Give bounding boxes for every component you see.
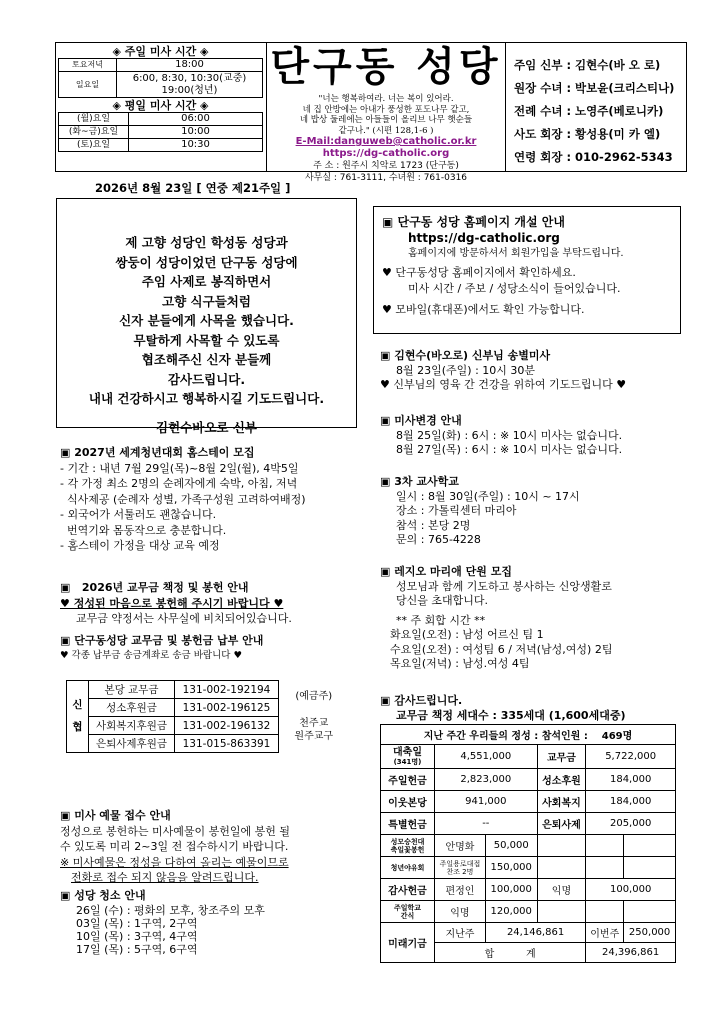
wyd-line: 식사제공 (순례자 성별, 가족구성원 고려하여배정)	[60, 492, 306, 506]
offering-value: --	[435, 813, 538, 835]
homepage-item: ♥ 단구동성당 홈페이지에서 확인하세요.	[382, 266, 576, 279]
homepage-line: 홈페이지에 방문하셔서 회원가입을 부탁드립니다.	[408, 248, 624, 259]
weekday-mass-title: ◈ 평일 미사 시간 ◈	[112, 99, 209, 112]
staff-item: 전례 수녀 : 노영주(베로니카)	[514, 104, 664, 118]
dues-line: 교무금 약정서는 사무실에 비치되어있습니다.	[76, 612, 292, 625]
wyd-title: ▣ 2027년 세계청년대회 홈스테이 모집	[60, 446, 255, 459]
mass-time: 18:00	[117, 59, 263, 72]
mass-change-line: 8월 25일(화) : 6시 : ※ 10시 미사는 없습니다.	[396, 428, 623, 442]
mass-day: (화~금)요일	[59, 126, 129, 139]
future-this-label: 이번주	[586, 923, 624, 943]
offering-value: 100,000	[586, 879, 676, 901]
offering-label: 특별헌금	[381, 813, 435, 835]
farewell-message-box	[56, 198, 357, 435]
offering-value: 100,000	[485, 879, 537, 901]
depositor-note: (예금주)	[295, 691, 333, 702]
staff-item: 사도 회장 : 황성용(미 카 엘)	[514, 127, 661, 141]
cleaning-section	[60, 888, 360, 956]
offering-line: 정성으로 봉헌하는 미사예물이 봉헌일에 봉헌 될	[60, 824, 291, 838]
offering-label: 성소후원	[537, 769, 586, 791]
parish-address: 주 소 : 원주시 치악로 1723 (단구동)	[313, 161, 459, 171]
account-name: 본당 교무금	[89, 681, 175, 699]
teacher-school-line: 참석 : 본당 2명	[396, 518, 471, 532]
message-line: 무탈하게 사목할 수 있도록	[133, 332, 280, 348]
legion-line: 성모님과 함께 기도하고 봉사하는 신앙생활로	[396, 579, 612, 593]
offering-section	[60, 808, 365, 886]
parish-phones: 사무실 : 761-3111, 수녀원 : 761-0316	[304, 173, 468, 183]
legion-meeting: 수요일(오전) : 여성팀 6 / 저녁(남성,여성) 2팀	[390, 642, 613, 656]
account-number: 131-002-196125	[175, 699, 279, 717]
message-line: 제 고향 성당인 학성동 성당과	[125, 235, 288, 250]
wyd-line: - 각 가정 최소 2명의 순례자에게 숙박, 아침, 저녁	[60, 477, 298, 490]
offering-name: 주일용로대접 찬조 2명	[435, 857, 486, 879]
offering-label: 주일학교 간식	[381, 901, 435, 923]
teacher-school-line: 문의 : 765-4228	[396, 533, 481, 546]
dues-line: ♥ 정성된 마음으로 봉헌해 주시기 바랍니다 ♥	[60, 596, 284, 610]
sunday-mass-table	[58, 58, 263, 98]
message-line: 쌍둥이 성당이었던 단구동 성당에	[115, 254, 298, 270]
cleaning-line: 26일 (수) : 평화의 모후, 창조주의 모후	[76, 903, 265, 917]
cleaning-line: 10일 (목) : 3구역, 4구역	[76, 929, 198, 943]
offering-label-text: 대축일	[393, 746, 422, 758]
message-line: 협조해주신 신자 분들께	[141, 352, 272, 367]
attendance-row	[381, 725, 676, 745]
mass-time: 10:30	[129, 139, 263, 152]
offering-value: 4,551,000	[435, 745, 538, 769]
offering-value: 941,000	[435, 791, 538, 813]
mass-change-line: 8월 27일(목) : 6시 : ※ 10시 미사는 없습니다.	[396, 443, 623, 456]
offering-label: 감사헌금	[381, 879, 435, 901]
legion-line: 당신을 초대합니다.	[396, 594, 489, 607]
offering-note: ※ 미사예물은 정성을 다하여 올리는 예물이므로	[60, 855, 289, 869]
message-signature: 김현수바오로 신부	[156, 419, 257, 435]
date-line: 2026년 8월 23일 [ 연중 제21주일 ]	[95, 181, 291, 195]
offering-value: 5,722,000	[586, 745, 676, 769]
future-prev-label: 지난주	[435, 923, 486, 943]
offering-value: 150,000	[485, 857, 537, 879]
homepage-item: ♥ 모바일(휴대폰)에서도 확인 가능합니다.	[382, 303, 585, 316]
mass-times-panel	[55, 42, 267, 172]
offering-table	[380, 724, 676, 963]
depositor-cell	[279, 681, 349, 753]
message-line: 내내 건강하시고 행복하시길 기도드립니다.	[88, 391, 325, 406]
offering-name: 안명화	[435, 835, 486, 857]
dues-section	[60, 580, 360, 664]
offering-label-sub: (341명)	[393, 757, 422, 766]
parish-name: 단구동 성당	[270, 43, 502, 90]
parish-email[interactable]: E-Mail:danguweb@catholic.or.kr	[295, 136, 477, 147]
account-number: 131-015-863391	[175, 735, 279, 753]
legion-meeting: 화요일(오전) : 남성 어르신 팀 1	[390, 628, 544, 641]
farewell-mass-section	[380, 349, 690, 393]
wyd-line: - 기간 : 내년 7월 29일(목)~8월 2일(월), 4박5일	[60, 461, 299, 475]
teacher-school-title: ▣ 3차 교사학교	[380, 475, 459, 488]
accounts-title: ▣ 단구동성당 교무금 및 봉헌금 납부 안내	[60, 633, 264, 647]
homepage-url[interactable]: https://dg-catholic.org	[408, 231, 560, 245]
account-group: 신 협	[67, 681, 89, 753]
teacher-school-section	[380, 475, 690, 548]
future-total-value: 24,396,861	[586, 943, 676, 963]
future-total-label: 합 계	[435, 943, 586, 963]
attendance-value: 469명	[601, 731, 633, 742]
offering-value: 184,000	[586, 769, 676, 791]
account-name: 은퇴사제후원금	[89, 735, 175, 753]
offering-value: 184,000	[586, 791, 676, 813]
farewell-mass-line: ♥ 신부님의 영육 간 건강을 위하여 기도드립니다 ♥	[380, 378, 627, 391]
legion-meeting: 목요일(저녁) : 남성.여성 4팀	[390, 657, 530, 670]
offering-label: 청년야유회	[381, 857, 435, 879]
farewell-mass-line: 8월 23일(주일) : 10시 30분	[396, 363, 536, 377]
offering-label: 사회복지	[537, 791, 586, 813]
offering-value: 205,000	[586, 813, 676, 835]
offering-label: 주일헌금	[381, 769, 435, 791]
mass-time: 6:00, 8:30, 10:30(교중) 19:00(청년)	[117, 72, 263, 98]
offering-line: 수 있도록 미리 2~3일 전 접수하시기 바랍니다.	[60, 840, 289, 853]
offering-note: 전화로 접수 되지 않음을 알려드립니다.	[71, 871, 259, 884]
parish-url[interactable]: https://dg-catholic.org	[322, 148, 450, 159]
accounts-table	[66, 680, 349, 753]
legion-section	[380, 565, 690, 672]
message-line: 감사드립니다.	[167, 371, 246, 387]
teacher-school-line: 장소 : 가톨릭센터 마리아	[396, 504, 517, 517]
parish-quote: "너는 행복하여라. 너는 복이 있어라. 네 집 안방에는 아내가 풍성한 포도나무 같고, 네 밥상 둘레에는 아들들이 올리브 나무 햇순들 같구나." (시편 128,1-6 )	[299, 94, 473, 136]
homepage-item: 미사 시간 / 주보 / 성당소식이 들어있습니다.	[408, 282, 621, 295]
future-this-value: 250,000	[624, 923, 676, 943]
thanks-subtitle: 교무금 책정 세대수 : 335세대 (1,600세대중)	[396, 708, 626, 722]
mass-day: (토)요일	[59, 139, 129, 152]
offering-value: 50,000	[485, 835, 537, 857]
offering-label: 은퇴사제	[537, 813, 586, 835]
message-line: 신자 분들에게 사목을 했습니다.	[119, 313, 294, 328]
offering-label	[381, 745, 435, 769]
mass-time: 10:00	[129, 126, 263, 139]
offering-label: 미래기금	[381, 923, 435, 963]
mass-change-section	[380, 414, 690, 458]
mass-day: 토요저녁	[59, 59, 117, 72]
attendance-label: 지난 주간 우리들의 정성 : 참석인원 :	[423, 731, 588, 742]
message-line: 고향 식구들처럼	[162, 293, 251, 309]
staff-item: 연령 회장 : 010-2962-5343	[514, 150, 673, 164]
farewell-mass-title: ▣ 김현수(바오로) 신부님 송별미사	[380, 349, 551, 362]
cleaning-title: ▣ 성당 청소 안내	[60, 889, 146, 902]
accounts-note: ♥ 각종 납부금 송금계좌로 송금 바랍니다 ♥	[60, 650, 242, 661]
mass-time: 06:00	[129, 113, 263, 126]
wyd-line: - 홈스테이 가정을 대상 교육 예정	[60, 539, 220, 552]
staff-item: 주임 신부 : 김현수(바 오 로)	[514, 58, 661, 72]
offering-name: 편정인	[435, 879, 486, 901]
teacher-school-line: 일시 : 8월 30일(주일) : 10시 ~ 17시	[396, 489, 580, 503]
offering-label: 성모승천대 축일꽃봉헌	[381, 835, 435, 857]
wyd-line: - 외국어가 서툴러도 괜찮습니다.	[60, 508, 217, 521]
offering-name: 익명	[537, 879, 586, 901]
parish-brand	[270, 43, 502, 184]
weekday-mass-table	[58, 112, 263, 152]
legion-meeting-title: ** 주 회합 시간 **	[396, 613, 486, 627]
thanks-title: ▣ 감사드립니다.	[380, 694, 463, 707]
offering-label: 교무금	[537, 745, 586, 769]
thanks-section	[380, 694, 690, 723]
sunday-mass-title: ◈ 주일 미사 시간 ◈	[112, 45, 209, 58]
mass-day: 일요일	[59, 72, 117, 98]
offering-label: 이웃본당	[381, 791, 435, 813]
wyd-line: 번역기와 몸동작으로 충분합니다.	[60, 523, 227, 537]
future-prev-value: 24,146,861	[485, 923, 585, 943]
account-name: 성소후원금	[89, 699, 175, 717]
homepage-title: ▣ 단구동 성당 홈페이지 개설 안내	[382, 215, 565, 229]
account-number: 131-002-196132	[175, 717, 279, 735]
offering-value: 2,823,000	[435, 769, 538, 791]
account-name: 사회복지후원금	[89, 717, 175, 735]
wyd-section	[60, 445, 360, 554]
offering-value: 120,000	[485, 901, 537, 923]
homepage-box	[373, 206, 681, 334]
mass-change-title: ▣ 미사변경 안내	[380, 414, 462, 427]
staff-list	[505, 42, 687, 172]
depositor-name: 천주교 원주교구	[294, 718, 334, 742]
offering-title: ▣ 미사 예물 접수 안내	[60, 809, 171, 822]
mass-day: (월)요일	[59, 113, 129, 126]
cleaning-line: 17일 (목) : 5구역, 6구역	[76, 942, 198, 956]
message-line: 주임 사제로 봉직하면서	[141, 274, 272, 289]
legion-title: ▣ 레지오 마리애 단원 모집	[380, 565, 512, 578]
cleaning-line: 03일 (목) : 1구역, 2구역	[76, 916, 198, 930]
dues-title: ▣ 2026년 교무금 책정 및 봉헌 안내	[60, 581, 249, 594]
account-number: 131-002-192194	[175, 681, 279, 699]
offering-name: 익명	[435, 901, 486, 923]
staff-item: 원장 수녀 : 박보윤(크리스티나)	[514, 81, 675, 95]
